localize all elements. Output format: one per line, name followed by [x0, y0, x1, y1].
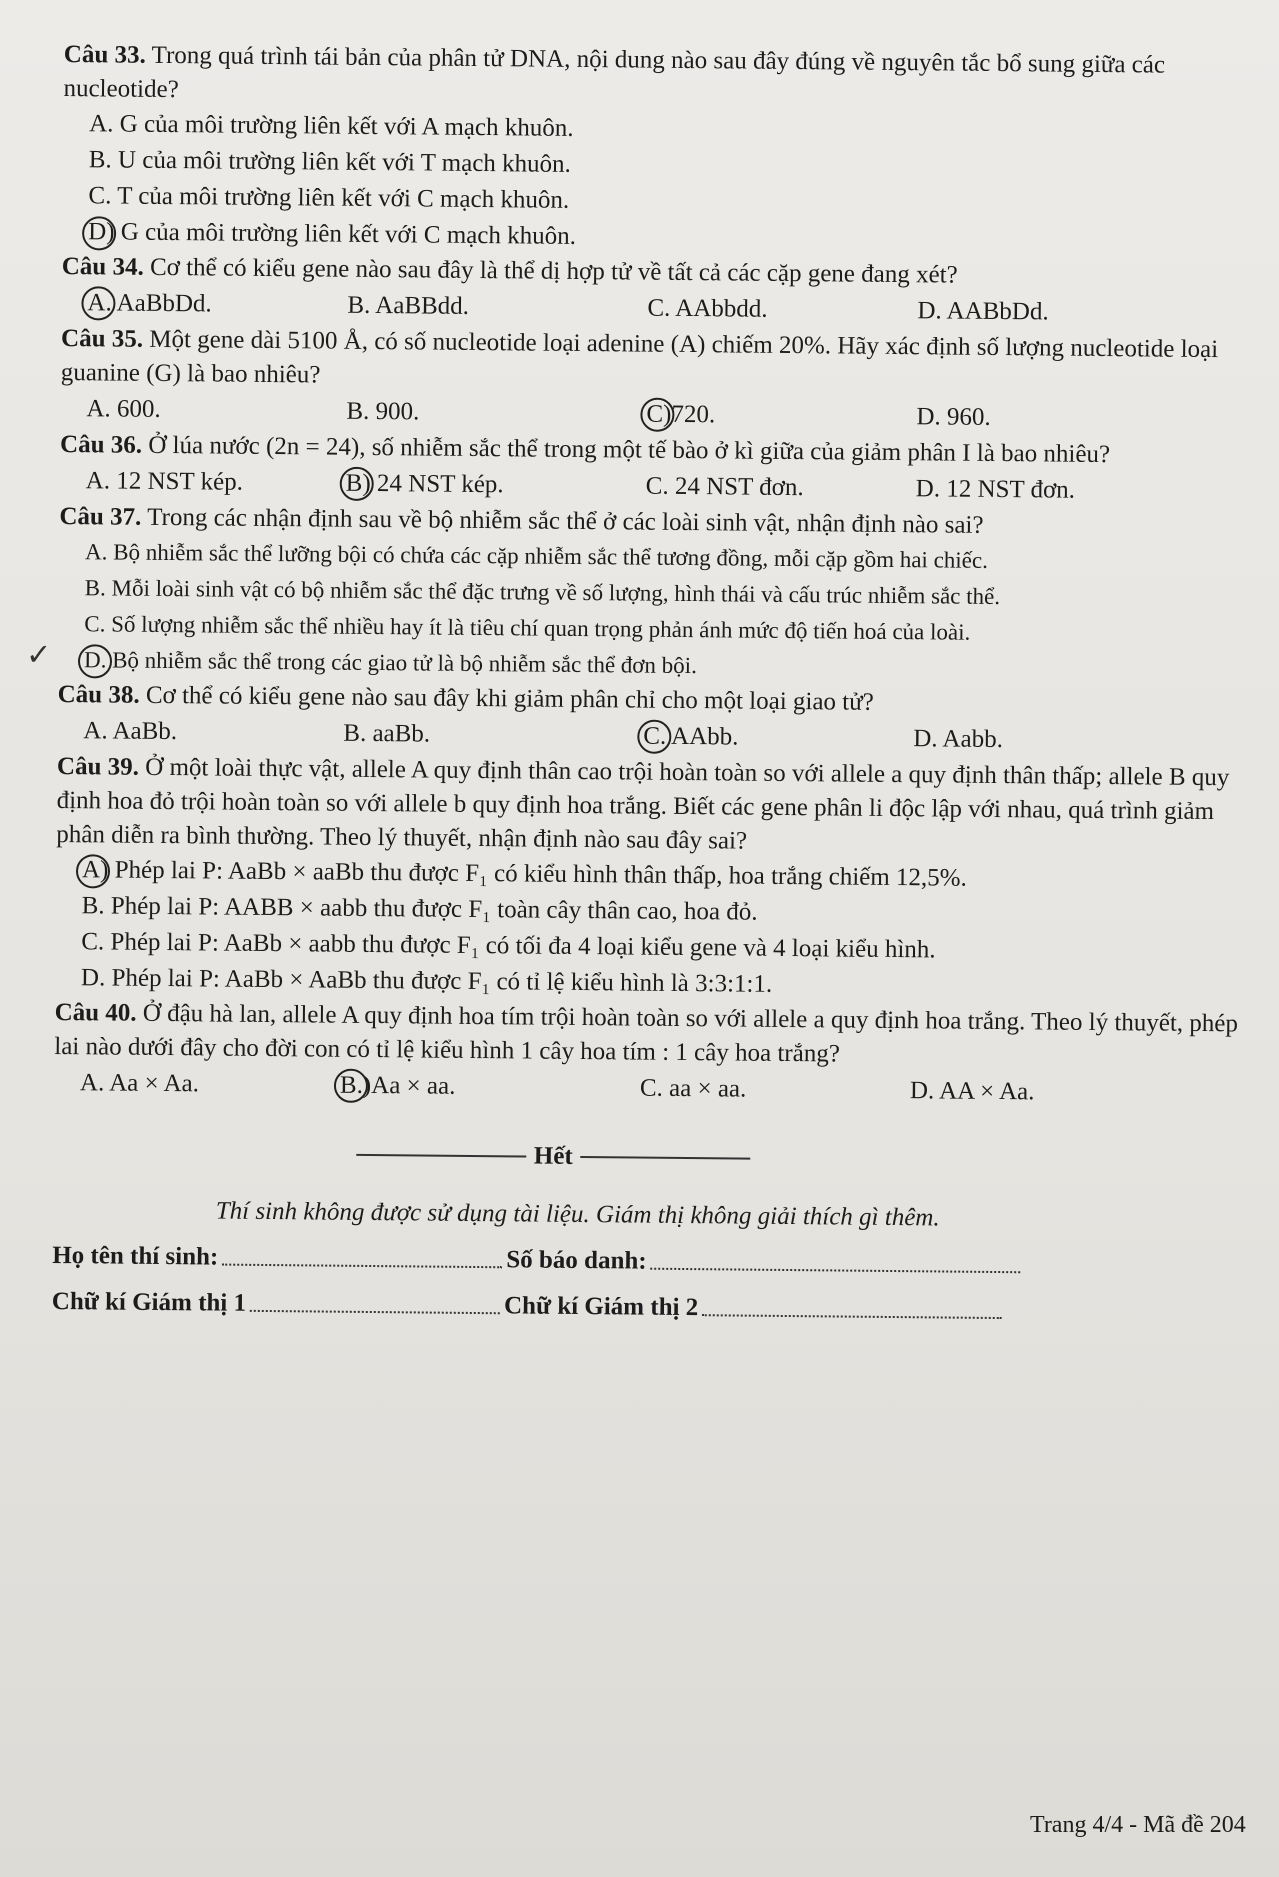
question-label: Câu 37.: [59, 502, 142, 531]
answer-circle: [76, 854, 110, 888]
question-35: [61, 322, 1252, 401]
option-33c: C. T của môi trường liên kết với C mạch khuôn.: [88, 182, 570, 214]
option-39b: B. Phép lai P: AABB × aabb thu được F₁ toàn cây thân cao, hoa đỏ.: [81, 892, 758, 926]
option-39c: C. Phép lai P: AaBb × aabb thu được F₁ có tối đa 4 loại kiểu gene và 4 loại kiểu hình.: [81, 928, 936, 964]
answer-circle: [78, 644, 112, 678]
option-text: C)720.: [646, 400, 716, 429]
option-40c: C. aa × aa.: [639, 1074, 747, 1103]
option-34b: B. AaBBdd.: [347, 291, 470, 320]
answer-circle: [334, 1069, 368, 1103]
answer-circle: [640, 398, 674, 432]
option-35c: [646, 396, 916, 437]
option-text: A. AaBbDd.: [87, 289, 212, 318]
student-info-line: [52, 1242, 1242, 1281]
page-footer: Trang 4/4 - Mã đề 204: [1030, 1812, 1246, 1838]
option-33a: A. G của môi trường liên kết với A mạch khuôn.: [89, 110, 574, 142]
question-text: Ở một loài thực vật, allele A quy định thân cao trội hoàn toàn so với allele a quy định thân thấp; allele B quy định hoa đỏ trội hoàn toàn so với allele b quy định hoa trắng. Biết các gene phân li độc lập với nhau, quá trình giảm phân diễn ra bình thường. Theo lý thuyết, nhận định nào sau đây sai?: [56, 753, 1230, 855]
exam-content: [25, 38, 1254, 1327]
option-text: D. Bộ nhiễm sắc thể trong các giao tử là bộ nhiễm sắc thể đơn bội.: [83, 647, 698, 679]
option-37a: A. Bộ nhiễm sắc thể lưỡng bội có chứa các cặp nhiễm sắc thể tương đồng, mỗi cặp gồm hai chiếc.: [84, 539, 989, 573]
option-35b: B. 900.: [346, 397, 420, 426]
question-33: [63, 38, 1254, 117]
question-text: Trong các nhận định sau về bộ nhiễm sắc thể ở các loài sinh vật, nhận định nào sai?: [147, 503, 984, 539]
question-label: Câu 35.: [60, 324, 144, 353]
proctor1-label: Chữ kí Giám thị 1: [51, 1287, 247, 1317]
question-text: Trong quá trình tái bản của phân tử DNA, nội dung nào sau đây đúng về nguyên tắc bổ sung giữa các nucleotide?: [63, 41, 1166, 104]
option-38c: [643, 718, 913, 759]
answer-circle: [340, 467, 374, 501]
option-text: D) G của môi trường liên kết với C mạch khuôn.: [88, 218, 577, 250]
exam-note: Thí sinh không được sử dụng tài liệu. Giám thị không giải thích gì thêm.: [215, 1197, 940, 1232]
option-37b: B. Mỗi loài sinh vật có bộ nhiễm sắc thể đặc trưng về số lượng, hình thái và cấu trúc nhiễm sắc thể.: [84, 575, 1001, 610]
answer-circle: [637, 720, 671, 754]
name-blank: [222, 1244, 502, 1269]
proctor2-blank: [702, 1294, 1002, 1319]
option-text: A) Phép lai P: AaBb × aaBb thu được F₁ có kiểu hình thân thấp, hoa trắng chiếm 12,5%.: [81, 856, 967, 892]
option-34d: D. AABbDd.: [917, 297, 1049, 326]
option-text: B.)Aa × aa.: [339, 1071, 456, 1100]
proctor-signature-line: [52, 1288, 1242, 1327]
proctor1-blank: [250, 1290, 500, 1314]
option-text: B) 24 NST kép.: [345, 469, 504, 499]
answer-circle: [82, 216, 116, 250]
number-blank: [651, 1248, 1021, 1274]
option-39d: D. Phép lai P: AaBb × AaBb thu được F₁ có tỉ lệ kiểu hình là 3:3:1:1.: [80, 964, 773, 998]
option-36a: A. 12 NST kép.: [85, 467, 244, 496]
question-text: Ở đậu hà lan, allele A quy định hoa tím trội hoàn toàn so với allele a quy định hoa trắng. Theo lý thuyết, phép lai nào dưới đây cho đời con có tỉ lệ kiểu hình 1 cây hoa tím : 1 cây hoa trắng?: [54, 999, 1239, 1068]
option-38a: A. AaBb.: [83, 717, 178, 746]
name-label: Họ tên thí sinh:: [52, 1241, 219, 1271]
checkmark-icon: ✓: [25, 637, 52, 673]
option-35d: D. 960.: [916, 403, 991, 431]
answer-circle: [81, 286, 115, 320]
option-36c: C. 24 NST đơn.: [645, 472, 804, 502]
option-34a: [87, 284, 347, 324]
number-label: Số báo danh:: [506, 1246, 647, 1275]
option-37c: C. Số lượng nhiễm sắc thể nhiều hay ít là tiêu chí quan trọng phản ánh mức độ tiến hoá của loài.: [84, 611, 971, 645]
question-text: Cơ thể có kiểu gene nào sau đây khi giảm phân chỉ cho một loại giao tử?: [145, 681, 874, 716]
option-36d: D. 12 NST đơn.: [915, 475, 1076, 504]
question-text: Ở lúa nước (2n = 24), số nhiễm sắc thể trong một tế bào ở kì giữa của giảm phân I là bao nhiêu?: [148, 431, 1111, 469]
option-35a: A. 600.: [86, 395, 161, 423]
option-38d: D. Aabb.: [913, 725, 1004, 754]
option-text: C. AAbb.: [643, 722, 739, 751]
option-36b: [346, 465, 646, 506]
question-label: Câu 36.: [59, 430, 143, 459]
option-33b: B. U của môi trường liên kết với T mạch khuôn.: [88, 146, 572, 178]
end-marker: [53, 1138, 1053, 1176]
question-label: Câu 34.: [61, 252, 144, 281]
end-text: Hết: [533, 1142, 573, 1170]
question-label: Câu 39.: [56, 752, 140, 781]
question-39: [56, 750, 1247, 863]
question-text: Cơ thể có kiểu gene nào sau đây là thể dị hợp tử về tất cả các cặp gene đang xét?: [149, 253, 958, 289]
proctor2-label: Chữ kí Giám thị 2: [503, 1292, 699, 1322]
question-label: Câu 40.: [54, 998, 137, 1027]
option-34c: C. AAbbdd.: [647, 294, 768, 323]
divider: [356, 1154, 526, 1158]
divider: [581, 1156, 751, 1160]
option-40d: D. AA × Aa.: [909, 1077, 1035, 1106]
question-40: [54, 996, 1245, 1075]
option-38b: B. aaBb.: [343, 719, 431, 748]
question-label: Câu 38.: [57, 680, 140, 709]
option-40a: A. Aa × Aa.: [79, 1069, 200, 1098]
option-40b: [340, 1067, 640, 1108]
question-label: Câu 33.: [63, 40, 146, 69]
question-text: Một gene dài 5100 Å, có số nucleotide loại adenine (A) chiếm 20%. Hãy xác định số lượng nucleotide loại guanine (G) là bao nhiêu?: [60, 325, 1219, 389]
